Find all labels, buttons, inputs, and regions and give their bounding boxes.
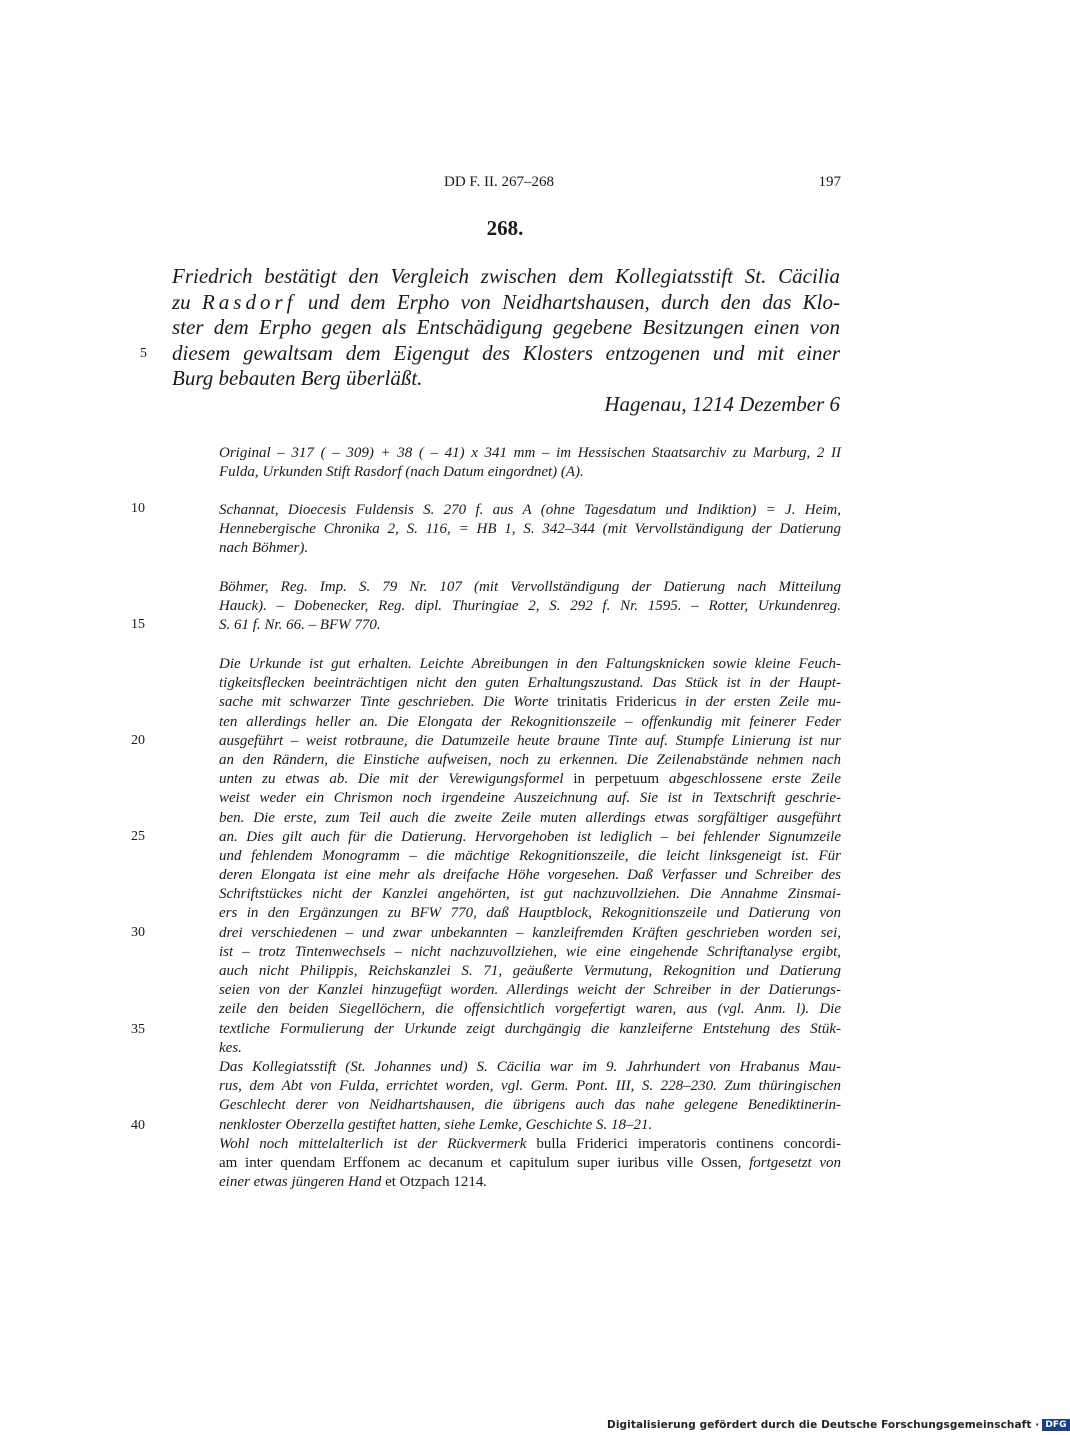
commentary-text: auch nicht Philippis, Reichskanzlei S. 71, geäußerte Vermutung, Rekognition und Datierung — [219, 963, 841, 979]
commentary-line — [219, 1039, 841, 1058]
commentary-text: ausgeführt – weist rotbraune, die Datumzeile heute braune Tinte auf. Stumpfe Linierung ist nur — [219, 732, 841, 749]
commentary-text: zeile den beiden Siegellöchern, die offensichtlich vorgefertigt waren, aus (vgl. Anm. l). Die — [219, 1001, 841, 1018]
regest-line — [172, 264, 840, 290]
prints-line: Schannat, Dioecesis Fuldensis S. 270 f. aus A (ohne Tagesdatum und Indiktion) = J. Heim, — [219, 502, 841, 518]
commentary-line — [219, 809, 841, 828]
commentary-line — [219, 904, 841, 923]
dfg-logo: DFG — [1042, 1419, 1069, 1431]
commentary-text: an den Rändern, die Einstiche aufweisen, noch zu erkennen. Die Zeilenabstände nehmen nach — [219, 751, 841, 768]
commentary-text: nenkloster Oberzella gestiftet hatten, siehe Lemke, Geschichte S. 18–21. — [219, 1116, 653, 1133]
commentary-line — [219, 1173, 841, 1192]
commentary-line — [219, 981, 841, 1000]
regest-line — [172, 290, 840, 316]
commentary-text: ist – trotz Tintenwechsels – nicht nachzuvollziehen, wie eine eingehende Schriftanalyse ergibt, — [219, 943, 841, 960]
commentary-text: Das Kollegiatsstift (St. Johannes und) S. Cäcilia war im 9. Jahrhundert von Hrabanus Mau- — [219, 1058, 841, 1075]
regesta-line: S. 61 f. Nr. 66. – BFW 770. — [219, 617, 381, 634]
commentary-text: Die Urkunde ist gut erhalten. Leichte Abreibungen in den Faltungsknicken sowie kleine Feuch- — [219, 656, 841, 672]
tradition-line: Fulda, Urkunden Stift Rasdorf (nach Datum eingordnet) (A). — [219, 464, 584, 481]
commentary-text: sache mit schwarzer Tinte geschrieben. Die Worte — [219, 694, 558, 711]
prints-block — [219, 501, 841, 559]
commentary-text: drei verschiedenen – und zwar unbekannten – kanzleifremden Kräften geschrieben worden sei, — [219, 924, 841, 941]
commentary-line — [219, 770, 841, 789]
commentary-line — [219, 674, 841, 693]
commentary-text: einer etwas jüngeren Hand — [219, 1174, 386, 1191]
commentary-line — [219, 847, 841, 866]
document-number: 268. — [486, 216, 524, 240]
commentary-line — [219, 885, 841, 904]
commentary-text: , fortgesetzt von — [737, 1154, 841, 1171]
tradition-block — [219, 444, 841, 482]
commentary-text: weist weder ein Chrismon noch irgendeine Auszeichnung auf. Sie ist in Textschrift geschrie- — [219, 790, 841, 807]
regest-line — [172, 341, 840, 367]
commentary-text: tigkeitsflecken beeinträchtigen nicht den guten Erhaltungszustand. Das Stück ist in der Haupt- — [219, 675, 841, 692]
commentary-line — [219, 751, 841, 770]
commentary-text: kes. — [219, 1039, 242, 1056]
commentary-line — [219, 1058, 841, 1077]
commentary-text: seien von der Kanzlei hinzugefügt worden. Allerdings weicht der Schreiber in der Datierungs- — [219, 982, 841, 999]
line-number: 25 — [131, 829, 145, 844]
regesta-line: Böhmer, Reg. Imp. S. 79 Nr. 107 (mit Vervollständigung der Datierung nach Mitteilung — [219, 579, 841, 595]
line-number: 20 — [131, 733, 145, 748]
commentary-text: Geschlecht derer von Neidhartshausen, die übrigens auch das nahe gelegene Benediktinerin- — [219, 1097, 841, 1114]
commentary-line — [219, 1096, 841, 1115]
commentary-line — [219, 789, 841, 808]
regest-line — [172, 366, 840, 392]
commentary-line — [219, 1077, 841, 1096]
regest-text: diesem gewaltsam dem Eigengut des Klosters entzogenen und mit einer — [172, 340, 840, 365]
line-number: 15 — [131, 617, 145, 632]
commentary-text: unten zu etwas ab. Die mit der Verewigungsformel — [219, 771, 574, 788]
quoted-source-text: bulla Friderici imperatoris continens concordi- — [536, 1135, 841, 1152]
regest-text: ster dem Erpho gegen als Entschädigung gegebene Besitzungen einen von — [172, 315, 840, 340]
commentary-text: textliche Formulierung der Urkunde zeigt durchgängig die kanzleiferne Entstehung des Stük- — [219, 1020, 841, 1037]
commentary-line — [219, 866, 841, 885]
commentary-line — [219, 828, 841, 847]
commentary-line — [219, 655, 841, 674]
line-number: 10 — [131, 501, 145, 516]
commentary-line — [219, 693, 841, 712]
quoted-source-text: am inter quendam Erffonem ac decanum et capitulum super iuribus ville Ossen — [219, 1154, 738, 1171]
commentary-text: und fehlendem Monogramm – die mächtige Rekognitionszeile, die leicht linksgeneigt ist. Für — [219, 847, 841, 864]
commentary-text: ben. Die erste, zum Teil auch die zweite Zeile muten allerdings etwas sorgfältiger ausgeführt — [219, 809, 841, 826]
commentary-block — [219, 655, 841, 1192]
commentary-line — [219, 1020, 841, 1039]
commentary-text: ers in den Ergänzungen zu BFW 770, daß Hauptblock, Rekognitionszeile und Datierung von — [219, 905, 841, 922]
commentary-text: in der ersten Zeile mu- — [676, 694, 841, 711]
line-number: 5 — [140, 346, 147, 361]
commentary-text: . — [483, 1174, 488, 1191]
footer-credit — [607, 1419, 1070, 1431]
line-number: 30 — [131, 925, 145, 940]
line-number: 35 — [131, 1022, 145, 1037]
commentary-line — [219, 1135, 841, 1154]
commentary-text: abgeschlossene erste Zeile — [659, 771, 841, 788]
regest-text: Burg bebauten Berg überläßt. — [172, 366, 423, 391]
commentary-text: ten allerdings heller an. Die Elongata der Rekognitionszeile – offenkundig mit feinerer Feder — [219, 713, 841, 730]
commentary-line — [219, 962, 841, 981]
quoted-source-text: et Otzpach 1214 — [385, 1174, 484, 1191]
regest-text: zu — [172, 289, 202, 314]
commentary-line — [219, 1000, 841, 1019]
commentary-text: deren Elongata ist eine mehr als dreifache Höhe vorgesehen. Daß Verfasser und Schreiber des — [219, 867, 841, 884]
footer-text: Digitalisierung gefördert durch die Deutsche Forschungsgemeinschaft · — [607, 1419, 1040, 1431]
page-number: 197 — [818, 174, 841, 190]
regest-text: und dem Erpho von Neidhartshausen, durch den das Klo- — [296, 289, 840, 314]
quoted-source-text: in perpetuum — [573, 771, 660, 788]
commentary-line — [219, 924, 841, 943]
regesta-line: Hauck). – Dobenecker, Reg. dipl. Thuringiae 2, S. 292 f. Nr. 1595. – Rotter, Urkundenreg. — [219, 598, 841, 615]
quoted-source-text: trinitatis Fridericus — [557, 694, 677, 711]
regest-line — [172, 315, 840, 341]
commentary-text: rus, dem Abt von Fulda, errichtet worden, vgl. Germ. Pont. III, S. 228–230. Zum thüringischen — [219, 1078, 841, 1095]
commentary-text: an. Dies gilt auch für die Datierung. Hervorgehoben ist lediglich – bei fehlender Signumzeile — [219, 828, 841, 845]
commentary-line — [219, 943, 841, 962]
commentary-line — [219, 732, 841, 751]
regesta-block — [219, 578, 841, 636]
line-number: 40 — [131, 1118, 145, 1133]
date-place: Hagenau, 1214 Dezember 6 — [604, 392, 840, 416]
regest-text: Friedrich bestätigt den Vergleich zwischen dem Kollegiatsstift St. Cäcilia — [172, 264, 840, 288]
place-name-spaced: Rasdorf — [201, 289, 297, 314]
running-head-title: DD F. II. 267–268 — [444, 174, 555, 190]
running-head — [0, 174, 1000, 194]
commentary-line — [219, 713, 841, 732]
commentary-line — [219, 1154, 841, 1173]
prints-line: Hennebergische Chronika 2, S. 116, = HB 1, S. 342–344 (mit Vervollständigung der Datierung — [219, 521, 841, 538]
commentary-text: Schriftstückes nicht der Kanzlei angehörten, ist gut nachzuvollziehen. Die Annahme Zinsmai- — [219, 886, 841, 903]
commentary-text: Wohl noch mittelalterlich ist der Rückvermerk — [219, 1135, 537, 1152]
regest — [172, 264, 840, 392]
tradition-line: Original – 317 ( – 309) + 38 ( – 41) x 341 mm – im Hessischen Staatsarchiv zu Marburg, 2 II — [219, 445, 841, 461]
commentary-line — [219, 1116, 841, 1135]
prints-line: nach Böhmer). — [219, 540, 309, 557]
